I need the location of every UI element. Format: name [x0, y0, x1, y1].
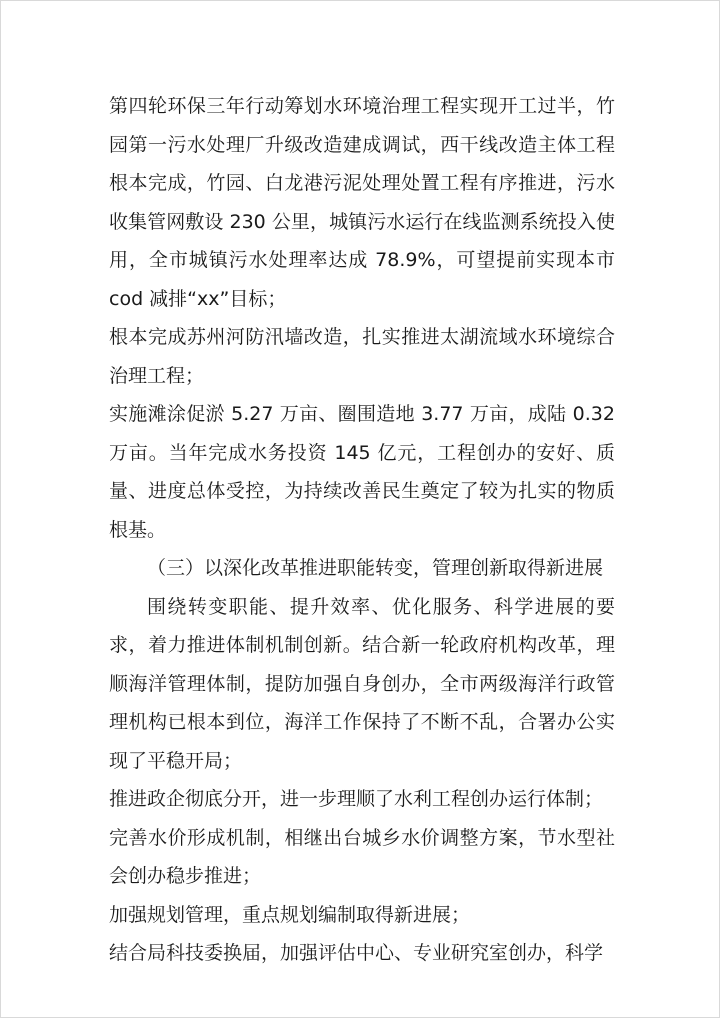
paragraph-science: 结合局科技委换届，加强评估中心、专业研究室创办，科学 — [109, 942, 604, 964]
paragraph-suzhou-river: 根本完成苏州河防汛墙改造，扎实推进太湖流域水环境综合治理工程； — [109, 326, 615, 387]
section-heading: （三）以深化改革推进职能转变，管理创新取得新进展 — [147, 557, 604, 579]
paragraph-water-price: 完善水价形成机制，相继出台城乡水价调整方案，节水型社会创办稳步推进； — [109, 826, 615, 887]
paragraph-tidal-flat: 实施滩涂促淤 5.27 万亩、圈围造地 3.77 万亩，成陆 0.32 万亩。当年完成水务投资 145 亿元，工程创办的安好、质量、进度总体受控，为持续改善民生奠定了较为扎实的物质根基。 — [109, 403, 615, 541]
document-body — [109, 87, 615, 973]
paragraph-planning: 加强规划管理，重点规划编制取得新进展； — [109, 903, 471, 926]
paragraph-enterprise: 推进政企彻底分开，进一步理顺了水利工程创办运行体制； — [109, 788, 604, 810]
paragraph-water-environment: 第四轮环保三年行动筹划水环境治理工程实现开工过半，竹园第一污水处理厂升级改造建成调试，西干线改造主体工程根本完成，竹园、白龙港污泥处理处置工程有序推进，污水收集管网敷设 230 公里，城镇污水运行在线监测系统投入使用，全市城镇污水处理率达成 78.9%，可望提前实现本市 cod 减排“xx”目标； — [109, 95, 615, 310]
paragraph-reform: 围绕转变职能、提升效率、优化服务、科学进展的要求，着力推进体制机制创新。结合新一轮政府机构改革，理顺海洋管理体制，提防加强自身创办，全市两级海洋行政管理机构已根本到位，海洋工作保持了不断不乱，合署办公实现了平稳开局； — [109, 595, 615, 772]
